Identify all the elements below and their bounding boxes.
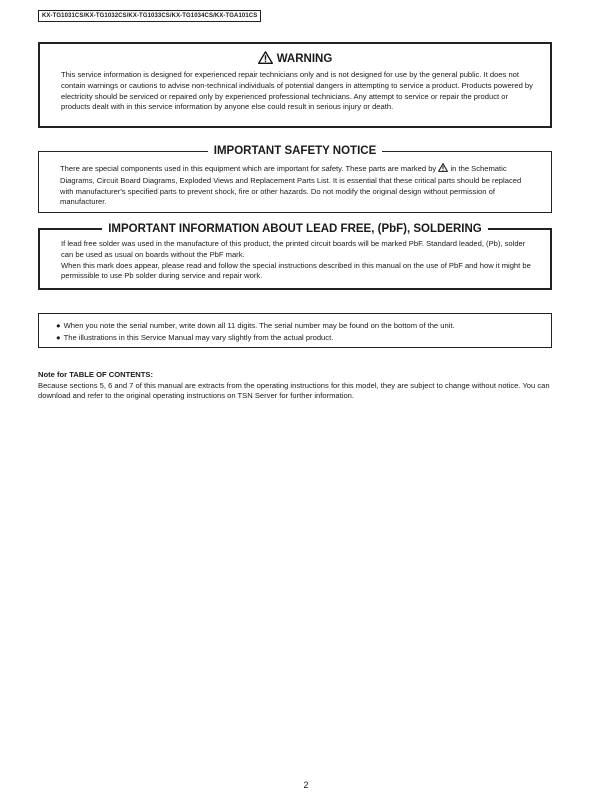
- toc-note: [38, 370, 558, 402]
- lead-free-box: [38, 223, 552, 290]
- toc-note-title: Note for TABLE OF CONTENTS:: [38, 370, 154, 379]
- warning-heading: [40, 51, 550, 68]
- warning-title: WARNING: [276, 53, 333, 65]
- safety-notice-box: [38, 145, 552, 213]
- safety-notice-text-start: There are special components used in this equipment which are important for safety. These parts are marked by: [60, 164, 437, 173]
- list-item: [56, 320, 543, 332]
- model-number-header: KX-TG1031CS/KX-TG1032CS/KX-TG1033CS/KX-TG1034CS/KX-TGA101CS: [38, 10, 261, 22]
- notes-list: [56, 320, 543, 344]
- lead-free-text: [61, 239, 534, 282]
- notes-box: [38, 313, 552, 348]
- safety-notice-title: IMPORTANT SAFETY NOTICE: [208, 145, 383, 157]
- warning-triangle-icon: [258, 51, 273, 68]
- note-text: When you note the serial number, write down all 11 digits. The serial number may be found on the bottom of the unit.: [63, 321, 455, 330]
- safety-notice-text-end: in the Schematic Diagrams, Circuit Board Diagrams, Exploded Views and Replacement Parts List. It is essential that these critical parts should be replaced with manufacturer's specified parts to prevent shock, fire or other hazards. Do not modify the original design without permission of manufacturer.: [60, 164, 522, 207]
- bullet-icon: ●: [56, 333, 61, 342]
- bullet-icon: ●: [56, 321, 61, 330]
- toc-note-text: Because sections 5, 6 and 7 of this manual are extracts from the operating instructions for this model, they are subject to change without notice. You can download and refer to the original operating instructions on TSN Server for further information.: [38, 380, 550, 401]
- warning-box: [38, 42, 552, 128]
- warning-triangle-icon: [438, 163, 448, 176]
- safety-notice-text: [60, 163, 535, 208]
- lead-free-paragraph-1: If lead free solder was used in the manufacture of this product, the printed circuit boards will be marked PbF. Standard leaded, (Pb), solder can be used as usual on boards without the PbF mark.: [61, 239, 526, 259]
- list-item: [56, 332, 543, 344]
- lead-free-paragraph-2: When this mark does appear, please read and follow the special instructions described in this manual on the use of PbF and how it might be permissible to use Pb solder during service and repair work.: [61, 260, 531, 281]
- page-number: 2: [303, 780, 309, 790]
- lead-free-title: IMPORTANT INFORMATION ABOUT LEAD FREE, (PbF), SOLDERING: [102, 223, 488, 235]
- note-text: The illustrations in this Service Manual may vary slightly from the actual product.: [63, 333, 334, 342]
- warning-text: This service information is designed for experienced repair technicians only and is not designed for use by the general public. It does not contain warnings or cautions to advise non-technical individuals of potential dangers in attempting to service a product. Products powered by electricity should be serviced or repaired only by experienced professional technicians. Any attempt to service or repair the product or products dealt with in this service information by anyone else could result in serious injury or death.: [61, 70, 533, 112]
